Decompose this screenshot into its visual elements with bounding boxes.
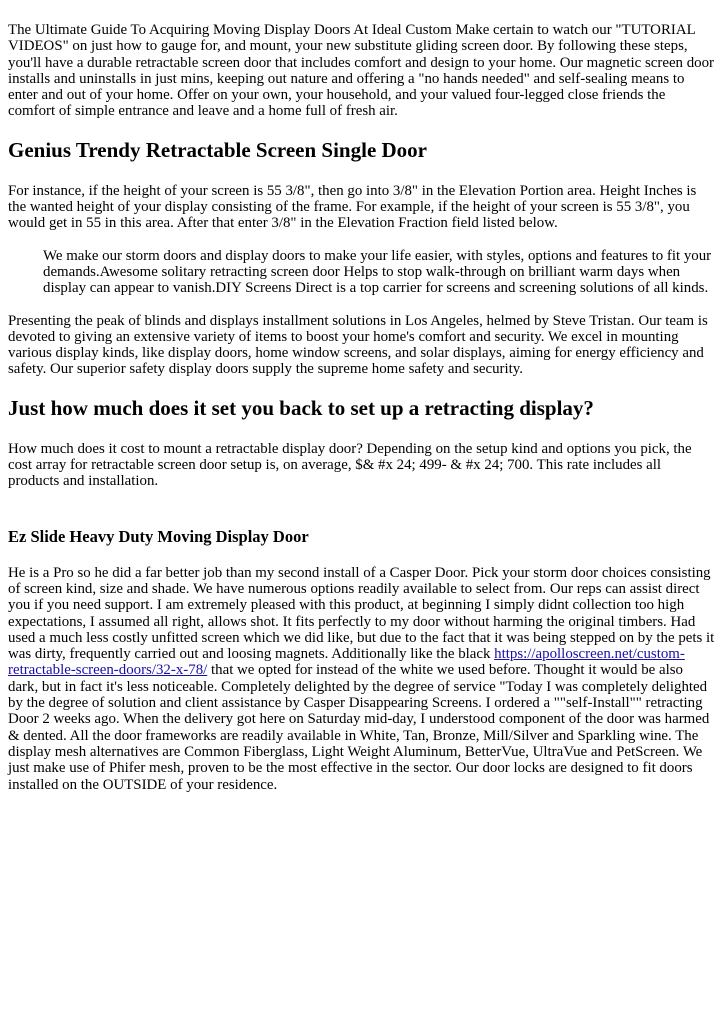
section1-paragraph-2: Presenting the peak of blinds and displays installment solutions in Los Angeles, helmed by Steve Tristan. Our team is devoted to giving an extensive variety of items to boost your home's comfort and security. We excel in mounting various display kinds, like display doors, home window screens, and solar displays, aiming for energy efficiency and safety. Our superior safety display doors supply the supreme home safety and security. [8, 312, 708, 378]
section1-blockquote: We make our storm doors and display doors to make your life easier, with styles, options and features to fit your demands.Awesome solitary retracting screen door Helps to stop walk-through on brilliant warm days when display can appear to vanish.DIY Screens Direct is a top carrier for screens and screening solutions of all kinds. [43, 247, 712, 297]
section2-paragraph: How much does it cost to mount a retractable display door? Depending on the setup kind and options you pick, the cost array for retractable screen door setup is, on average, $& #x 24; 499- & #x 24; 700. This rate includes all products and installation. [8, 440, 692, 490]
section-heading-genius-trendy: Genius Trendy Retractable Screen Single Door [8, 137, 428, 162]
apolloscreen-link[interactable]: https://apolloscreen.net/custom-retractable-screen-doors/32-x-78/ [8, 646, 685, 679]
section-heading-cost: Just how much does it set you back to set up a retracting display? [8, 395, 594, 420]
intro-paragraph: The Ultimate Guide To Acquiring Moving Display Doors At Ideal Custom Make certain to watch our "TUTORIAL VIDEOS" on just how to gauge for, and mount, your new substitute gliding screen door. By following these steps, you'll have a durable retractable screen door that includes comfort and design to your home. Our magnetic screen door installs and uninstalls in just mins, keeping out nature and offering a "no hands needed" and self-sealing means to enter and out of your home. Offer on your own, your household, and your valued four-legged close friends the comfort of simple entrance and leave and a home full of fresh air. [8, 22, 715, 120]
section1-paragraph: For instance, if the height of your screen is 55 3/8", then go into 3/8" in the Elevation Portion area. Height Inches is the wanted height of your display consisting of the frame. For example, if the height of your screen is 55 3/8", you would get in 55 in this area. After that enter 3/8" in the Elevation Fraction field listed below. [8, 182, 697, 232]
section3-text-before-link: He is a Pro so he did a far better job than my second install of a Casper Door. Pick your storm door choices consisting of screen kind, size and shade. We have numerous options readily available to select from. Our reps can assist direct you if you need support. I am extremely pleased with this product, at beginning I simply didnt collection too high expectations, I assumed all right, allows shot. It fits perfectly to my door without harming the original timbers. Had used a much less costly unfitted screen which we did like, but due to the fact that it was being stepped on by the pets it was dirty, frequently carried out and loosing magnets. Additionally like the black [8, 564, 715, 663]
section3-text-after-link: that we opted for instead of the white we used before. Thought it would be also dark, but in fact it's less noticeable. Completely delighted by the degree of service "Today I was completely delighted by the degree of solution and client assistance by Casper Disappearing Screens. I ordered a ""self-Install"" retracting Door 2 weeks ago. When the delivery got here on Saturday mid-day, I understood component of the door was harmed & dented. All the door frameworks are readily available in White, Tan, Bronze, Mill/Silver and Sparkling wine. The display mesh alternatives are Common Fiberglass, Light Weight Aluminum, BetterVue, UltraVue and PetScreen. We just make use of Phifer mesh, proven to be the most effective in the sector. Our door locks are designed to fit doors installed on the OUTSIDE of your residence. [8, 662, 710, 793]
section-heading-ez-slide: Ez Slide Heavy Duty Moving Display Door [8, 526, 309, 546]
section3-paragraph [8, 565, 715, 793]
